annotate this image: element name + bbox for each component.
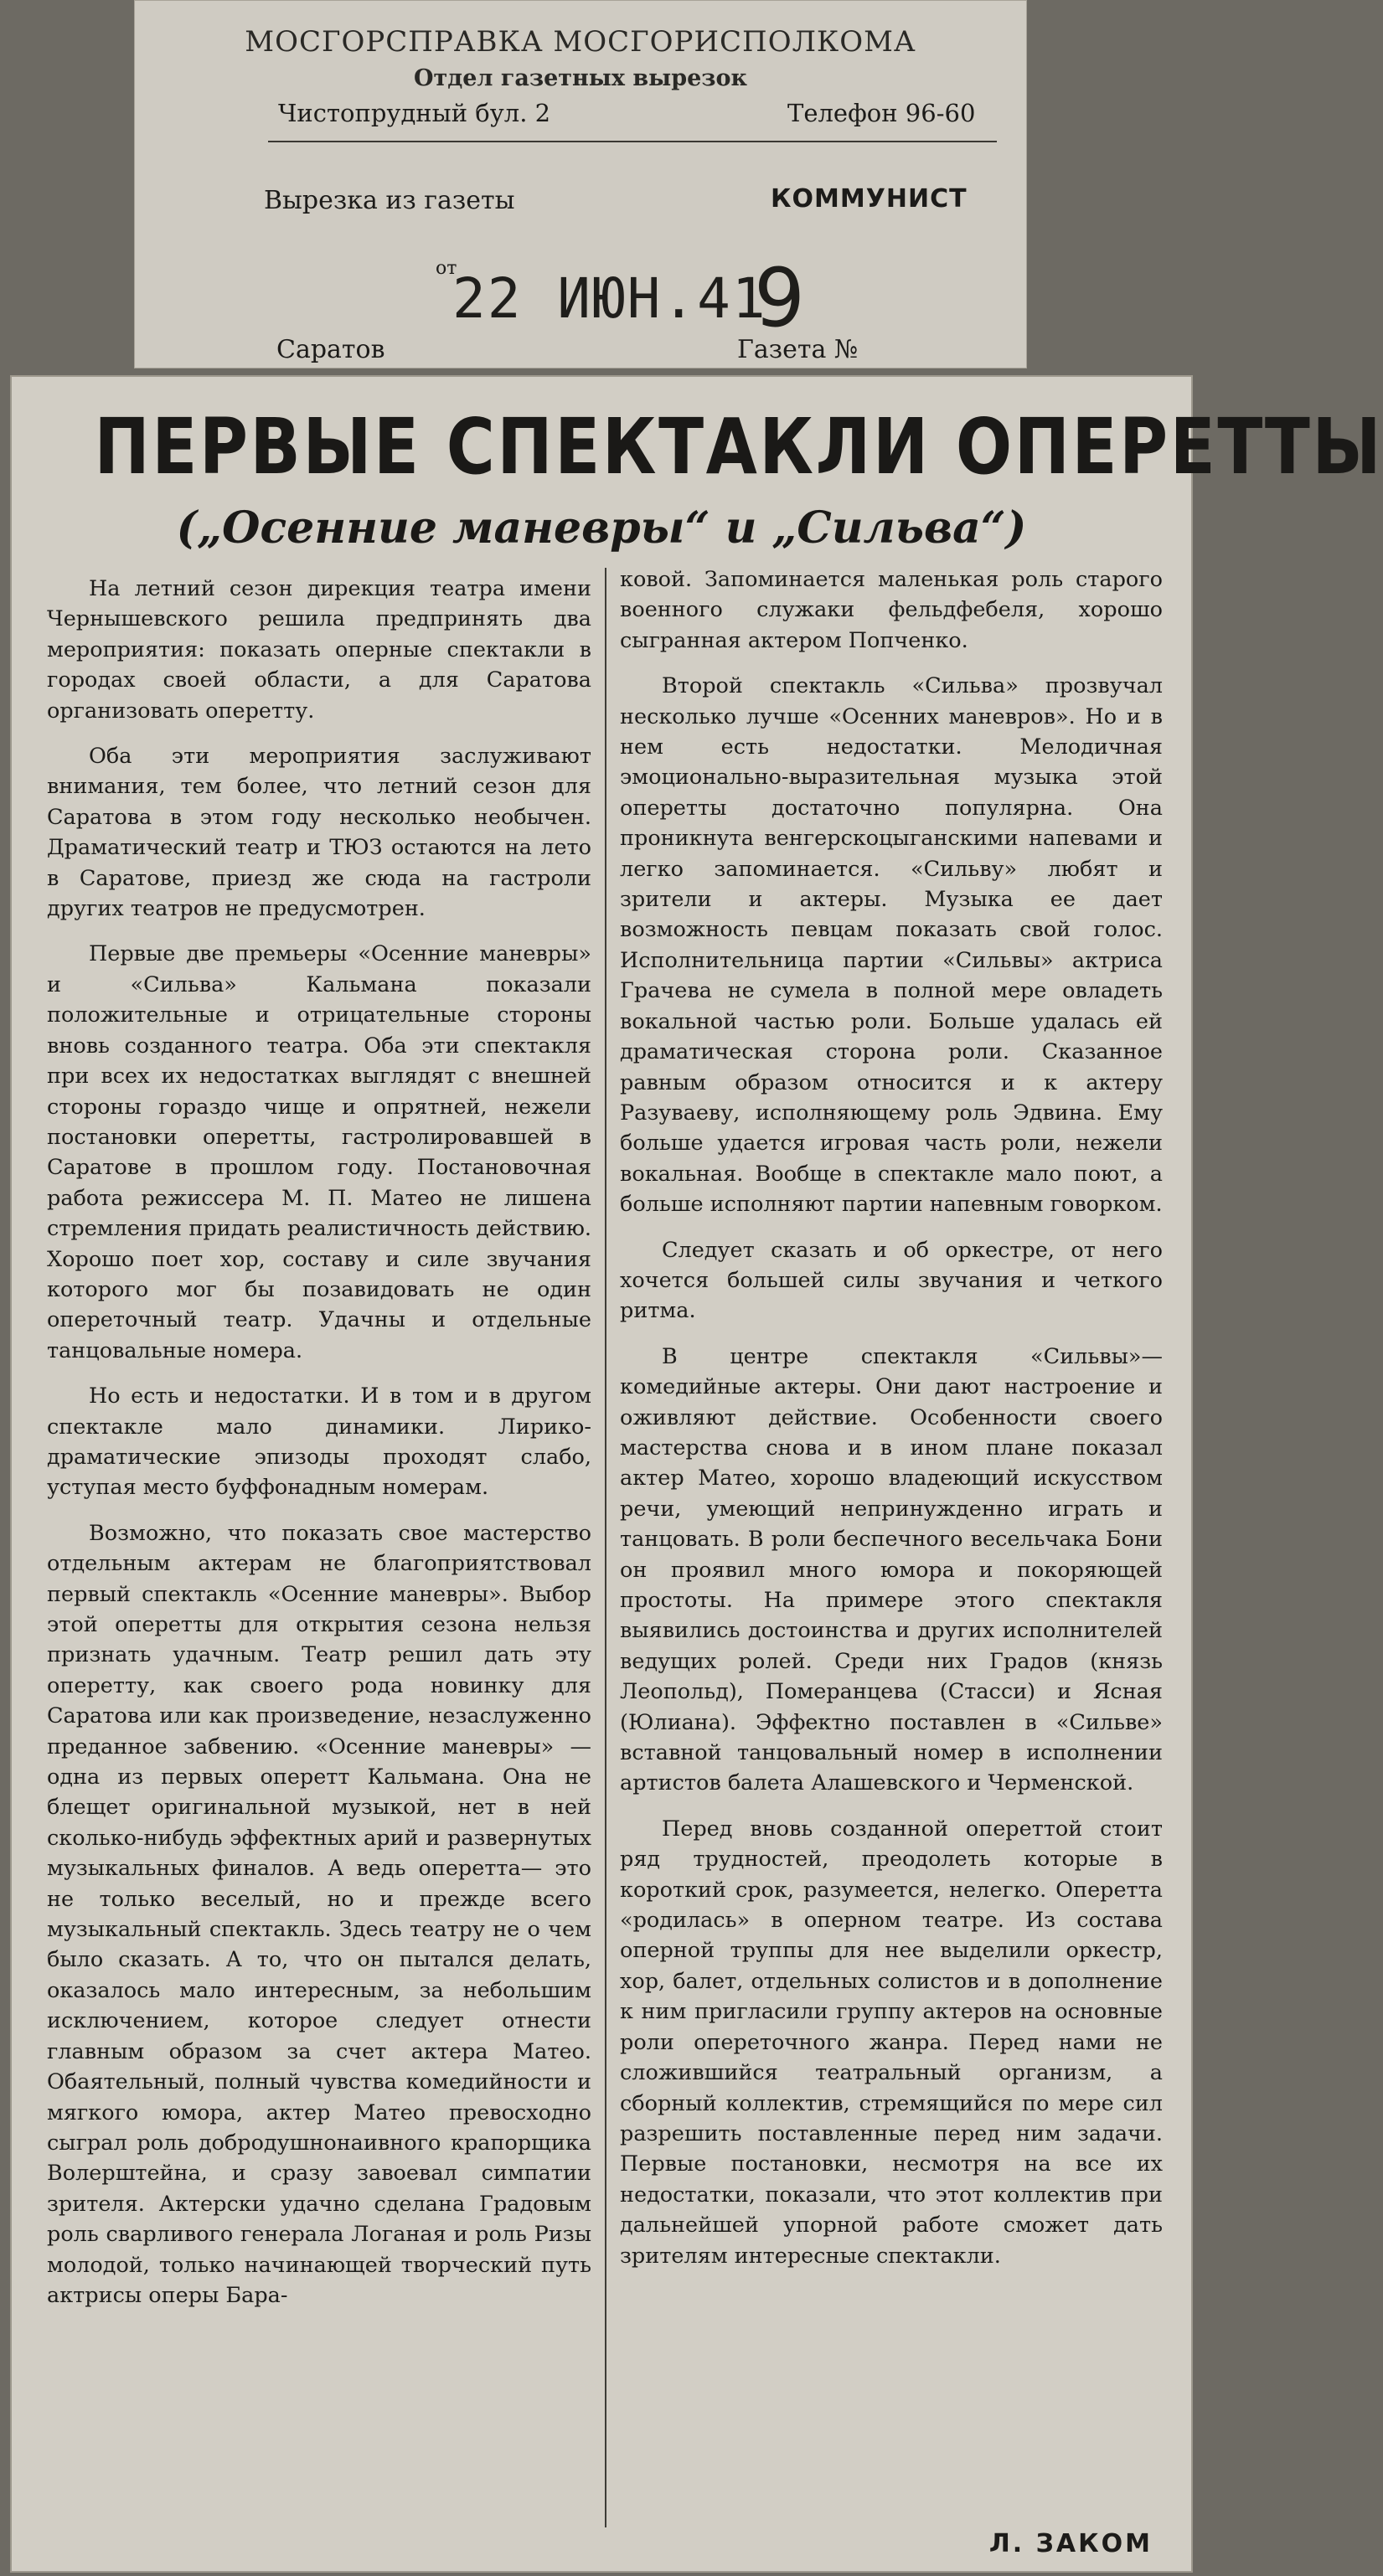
article-paragraph: Но есть и недостатки. И в том и в другом спектакле мало динамики. Лирико-драматические эпизоды проходят слабо, уступая место буффонадным номерам. bbox=[47, 1383, 591, 1501]
article-signature: Л. ЗАКОМ bbox=[988, 2529, 1153, 2558]
article-paragraph: Перед вновь созданной опереттой стоит ряд трудностей, преодолеть которые в короткий срок, разумеется, нелегко. Оперетта «родилась» в оперном театре. Из состава оперной труппы для нее выделили оркестр, хор, балет, отдельных солистов и в дополнение к ним пригласили группу актеров на основные роли опереточного жанра. Перед нами не сложившийся театральный организм, а сборный коллектив, стремящийся по мере сил разрешить поставленные перед ним задачи. Первые постановки, несмотря на все их недостатки, показали, что этот коллектив при дальнейшей упорной работе сможет дать зрителям интересные спектакли. bbox=[620, 1816, 1163, 2269]
article-column-right bbox=[620, 564, 1163, 2286]
stamp-organization: МОСГОРСПРАВКА МОСГОРИСПОЛКОМА bbox=[245, 25, 916, 59]
stamp-date-suffix: 9 bbox=[754, 251, 806, 345]
article-paragraph: Возможно, что показать свое мастерство отдельным актерам не благоприятствовал первый спектакль «Осенние маневры». Выбор этой оперетты для открытия сезона нельзя признать удачным. Театр решил дать эту оперетту, как своего рода новинку для Саратова или как произведение, незаслуженно преданное забвению. «Осенние маневры» —одна из первых оперетт Кальмана. Она не блещет оригинальной музыкой, нет в ней сколько-нибудь эффектных арий и развернутых музыкальных финалов. А ведь оперетта— это не только веселый, но и прежде всего музыкальный спектакль. Здесь театру не о чем было сказать. А то, что он пытался делать, оказалось мало интересным, за небольшим исключением, которое следует отнести главным образом за счет актера Матео. Обаятельный, полный чувства комедийности и мягкого юмора, актер Матео превосходно сыграл роль добродушнонаивного крапорщика Волерштейна, и сразу завоевал симпатии зрителя. Актерски удачно сделана Градовым роль сварливого генерала Логаная и роль Ризы молодой, только начинающей творческий путь актрисы оперы Бара- bbox=[47, 1520, 591, 2308]
column-divider bbox=[605, 568, 606, 2527]
article-paragraph: Второй спектакль «Сильва» прозвучал несколько лучше «Осенних маневров». Но и в нем есть недостатки. Мелодичная эмоционально-выразительная музыка этой оперетты достаточно популярна. Она проникнута венгерскоцыганскими напевами и легко запоминается. «Сильву» любят и зрители и актеры. Музыка ее дает возможность певцам показать свой голос. Исполнительница партии «Сильвы» актриса Грачева не сумела в полной мере овладеть вокальной частью роли. Больше удалась ей драматическая сторона роли. Сказанное равным образом относится и к актеру Разуваеву, исполняющему роль Эдвина. Ему больше удается игровая часть роли, нежели вокальная. Вообще в спектакле мало поют, а больше исполняют партии напевным говорком. bbox=[620, 673, 1163, 1218]
stamp-gazette-number: Газета № bbox=[737, 335, 859, 364]
stamp-newspaper-name: КОММУНИСТ bbox=[771, 184, 968, 214]
stamp-date: 22 ИЮН.41 bbox=[452, 266, 767, 331]
stamp-department: Отдел газетных вырезок bbox=[414, 65, 747, 91]
article-paragraph: Первые две премьеры «Осенние маневры» и «Сильва» Кальмана показали положительные и отрицательные стороны вновь созданного театра. Оба эти спектакля при всех их недостатках выглядят с внешней стороны гораздо чище и опрятней, нежели постановки оперетты, гастролировавшей в Саратове в прошлом году. Постановочная работа режиссера М. П. Матео не лишена стремления придать реалистичность действию. Хорошо поет хор, составу и силе звучания которого мог бы позавидовать не один опереточный театр. Удачны и отдельные танцовальные номера. bbox=[47, 941, 591, 1363]
stamp-phone: Телефон 96-60 bbox=[787, 99, 976, 127]
clipping-service-stamp bbox=[134, 0, 1027, 368]
article-paragraph: ковой. Запоминается маленькая роль старого военного служаки фельдфебеля, хорошо сыгранная актером Попченко. bbox=[620, 567, 1163, 653]
stamp-divider bbox=[268, 141, 997, 142]
article-column-left bbox=[47, 574, 591, 2326]
article-subtitle: („Осенние маневры“ и „Сильва“) bbox=[176, 502, 1027, 554]
article-title: ПЕРВЫЕ СПЕКТАКЛИ ОПЕРЕТТЫ bbox=[94, 402, 1383, 492]
stamp-address: Чистопрудный бул. 2 bbox=[278, 99, 551, 127]
stamp-city: Саратов bbox=[276, 335, 385, 364]
stamp-clip-label: Вырезка из газеты bbox=[264, 186, 515, 215]
newspaper-clipping bbox=[10, 375, 1383, 2573]
article-paragraph: На летний сезон дирекция театра имени Чернышевского решила предпринять два мероприятия: показать оперные спектакли в городах своей области, а для Саратова организовать оперетту. bbox=[47, 576, 591, 724]
stamp-from-label: от bbox=[436, 258, 457, 279]
article-paragraph: Следует сказать и об оркестре, от него хочется большей силы звучания и четкого ритма. bbox=[620, 1237, 1163, 1324]
article-paragraph: Оба эти мероприятия заслуживают внимания, тем более, что летний сезон для Саратова в этом году несколько необычен. Драматический театр и ТЮЗ остаются на лето в Саратове, приезд же сюда на гастроли других театров не предусмотрен. bbox=[47, 744, 591, 922]
article-paragraph: В центре спектакля «Сильвы»—комедийные актеры. Они дают настроение и оживляют действие. Особенности своего мастерства снова и в ином плане показал актер Матео, хорошо владеющий искусством речи, умеющий непринужденно играть и танцовать. В роли беспечного весельчака Бони он проявил много юмора и покоряющей простоты. На примере этого спектакля выявились достоинства и других исполнителей ведущих ролей. Среди них Градов (князь Леопольд), Померанцева (Стасси) и Ясная (Юлиана). Эффектно поставлен в «Сильве» вставной танцовальный номер в исполнении артистов балета Алашевского и Черменской. bbox=[620, 1343, 1163, 1796]
